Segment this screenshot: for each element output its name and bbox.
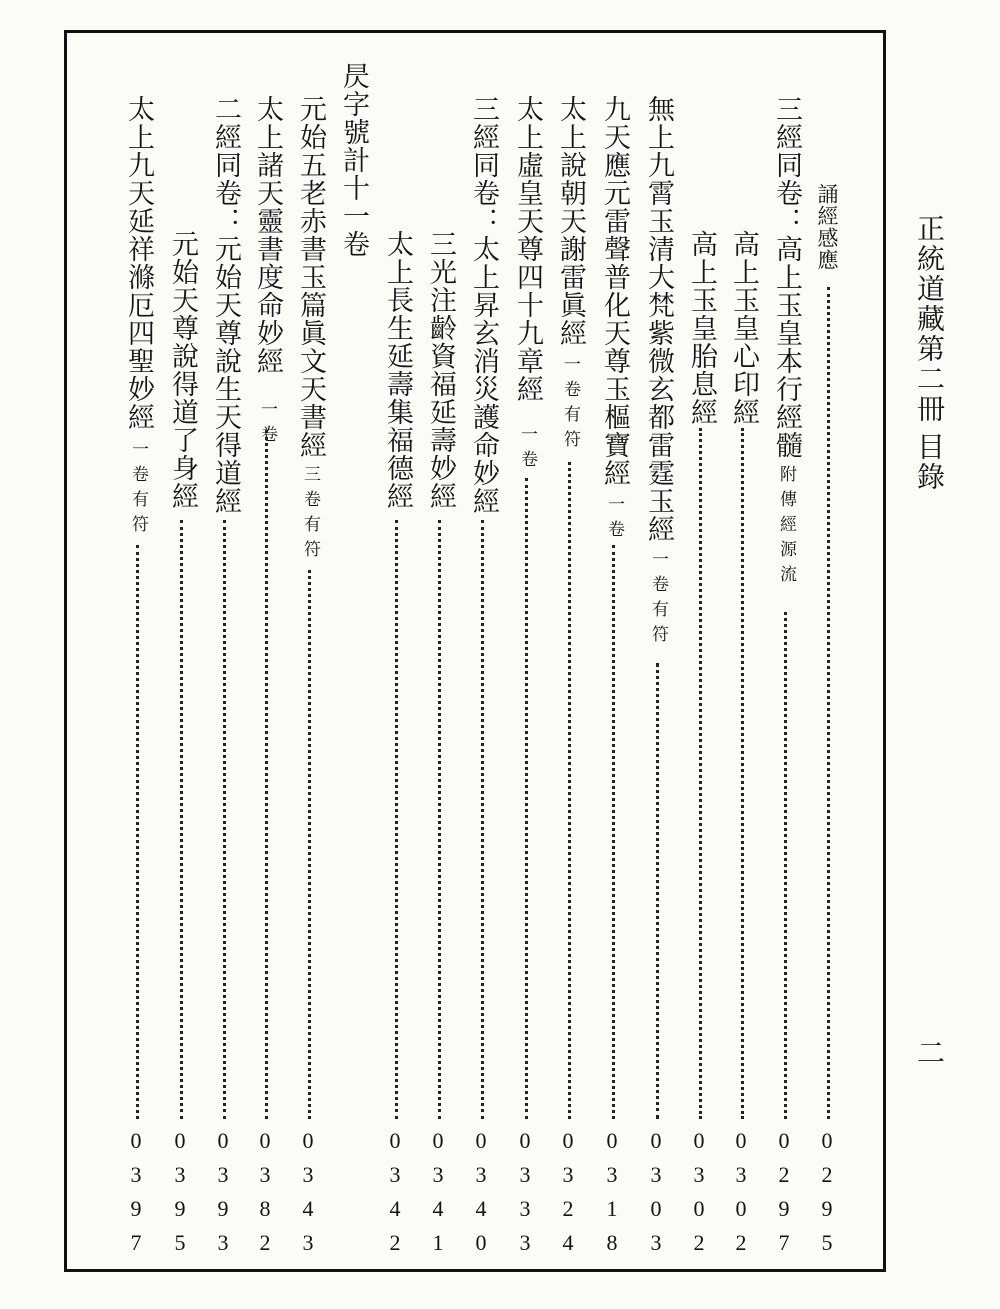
entry-title: 三經同卷：高上玉皇本行經髓 [771,95,802,459]
entry-title: 昃字號計十一卷 [338,62,369,258]
entry-title: 無上九霄玉清大梵紫微玄都雷霆玉經 [643,95,674,543]
leader-dots [308,570,311,1119]
page-number: 0 3 8 2 [259,1128,271,1256]
entry-title: 高上玉皇心印經 [728,230,759,426]
entry-note: 三卷有符 [300,465,320,565]
leader-dots [612,545,615,1119]
entry-title: 元始天尊說得道了身經 [167,230,198,510]
leader-dots [223,520,226,1119]
page-number: 0 3 0 2 [693,1128,705,1256]
entry-title: 三光注齡資福延壽妙經 [425,230,456,510]
page-number: 0 3 4 0 [475,1128,487,1256]
folio-number: 二 [913,1038,946,1066]
leader-dots [699,428,702,1119]
book-title: 正統道藏第二冊 [913,214,946,424]
entry-note: 附傳經源流 [776,465,796,590]
leader-dots [525,478,528,1119]
page-number: 0 3 9 3 [217,1128,229,1256]
page-number: 0 3 9 7 [130,1128,142,1256]
entry-title: 太上虛皇天尊四十九章經 [512,95,543,403]
page-number: 0 3 0 3 [650,1128,662,1256]
page-number: 0 3 1 8 [606,1128,618,1256]
page-number: 0 3 3 3 [519,1128,531,1256]
leader-dots [265,430,268,1119]
leader-dots [438,520,441,1119]
entry-note: 一卷有符 [648,550,668,650]
page-number: 0 3 0 2 [735,1128,747,1256]
page-number: 0 3 4 3 [302,1128,314,1256]
page-number: 0 2 9 5 [821,1128,833,1256]
entry-title: 三經同卷：太上昇玄消災護命妙經 [468,95,499,515]
leader-dots [136,545,139,1119]
entry-title: 太上諸天靈書度命妙經 [252,95,283,375]
entry-title: 九天應元雷聲普化天尊玉樞寶經 [599,95,630,487]
leader-dots [180,520,183,1119]
entry-title: 太上九天延祥滌厄四聖妙經 [123,95,154,431]
leader-dots [656,663,659,1119]
entry-title: 二經同卷：元始天尊說生天得道經 [210,95,241,515]
page-number: 0 3 9 5 [174,1128,186,1256]
entry-note: 一卷有符 [560,355,580,455]
page-number: 0 3 2 4 [562,1128,574,1256]
entry-note: 一卷有符 [128,440,148,540]
page-number: 0 3 4 2 [389,1128,401,1256]
page-number: 0 2 9 7 [778,1128,790,1256]
leader-dots [395,520,398,1119]
leader-dots [741,428,744,1119]
page-number: 0 3 4 1 [432,1128,444,1256]
leader-dots [784,612,787,1119]
leader-dots [481,520,484,1119]
entry-note: 一卷 [517,425,537,475]
entry-title: 元始五老赤書玉篇眞文天書經 [295,95,326,459]
leader-dots [568,462,571,1119]
entry-note: 一卷 [257,400,277,450]
entry-title: 太上說朝天謝雷眞經 [555,95,586,347]
entry-title: 誦經感應 [815,183,839,271]
section-title: 目錄 [913,432,946,492]
entry-note: 一卷 [604,495,624,545]
leader-dots [827,287,830,1119]
entry-title: 太上長生延壽集福德經 [382,230,413,510]
entry-title: 高上玉皇胎息經 [686,230,717,426]
